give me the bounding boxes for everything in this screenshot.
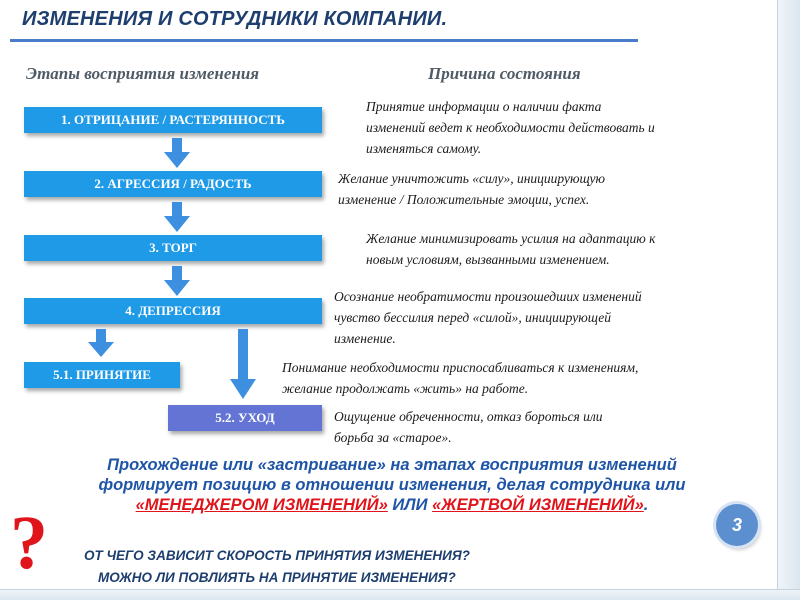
stage-5-2-leaving: 5.2. УХОД xyxy=(168,405,322,431)
slide-title: ИЗМЕНЕНИЯ И СОТРУДНИКИ КОМПАНИИ. xyxy=(22,8,448,30)
reason-stage-5-1: Понимание необходимости приспосабливаться к изменениям, желание продолжать «жить» на работе. xyxy=(282,360,639,396)
reason-stage-5-2: Ощущение обреченности, отказ бороться или борьба за «старое». xyxy=(334,409,603,445)
title-underline xyxy=(10,39,638,42)
stage-4-depression: 4. ДЕПРЕССИЯ xyxy=(24,298,322,324)
victim-of-change-label: «ЖЕРТВОЙ ИЗМЕНЕНИЙ» xyxy=(432,496,644,514)
slide-frame-right xyxy=(777,0,800,600)
stages-column-header: Этапы восприятия изменения xyxy=(26,64,260,83)
down-arrow-icon xyxy=(164,266,190,296)
manager-of-change-label: «МЕНЕДЖЕРОМ ИЗМЕНЕНИЙ» xyxy=(135,496,388,514)
question-1: ОТ ЧЕГО ЗАВИСИТ СКОРОСТЬ ПРИНЯТИЯ ИЗМЕНЕНИЯ? xyxy=(84,548,470,563)
slide-frame-bottom xyxy=(0,589,800,600)
down-arrow-icon xyxy=(230,329,256,399)
reason-stage-1: Принятие информации о наличии факта изменений ведет к необходимости действовать и изменяться самому. xyxy=(366,99,655,156)
stage-2-aggression: 2. АГРЕССИЯ / РАДОСТЬ xyxy=(24,171,322,197)
down-arrow-icon xyxy=(164,138,190,168)
reason-column-header: Причина состояния xyxy=(428,64,581,83)
question-2: МОЖНО ЛИ ПОВЛИЯТЬ НА ПРИНЯТИЕ ИЗМЕНЕНИЯ? xyxy=(98,570,456,585)
reason-stage-2: Желание уничтожить «силу», инициирующую изменение / Положительные эмоции, успех. xyxy=(338,171,606,207)
stage-3-bargaining: 3. ТОРГ xyxy=(24,235,322,261)
down-arrow-icon xyxy=(164,202,190,232)
stage-1-denial: 1. ОТРИЦАНИЕ / РАСТЕРЯННОСТЬ xyxy=(24,107,322,133)
stage-5-1-acceptance: 5.1. ПРИНЯТИЕ xyxy=(24,362,180,388)
question-mark-icon: ? xyxy=(10,501,48,585)
summary-text: Прохождение или «застривание» на этапах восприятия изменений формирует позицию в отношении изменения, делая сотрудника или «МЕНЕДЖЕРОМ ИЗМЕНЕНИЙ» ИЛИ «ЖЕРТВОЙ ИЗМЕНЕНИЙ». xyxy=(98,456,686,514)
down-arrow-icon xyxy=(88,329,114,357)
reason-stage-3: Желание минимизировать усилия на адаптацию к новым условиям, вызванными изменением. xyxy=(366,231,656,267)
reason-stage-4: Осознание необратимости произошедших изменений чувство бессилия перед «силой», инициирующей изменение. xyxy=(334,289,642,346)
page-number-badge: 3 xyxy=(716,504,758,546)
